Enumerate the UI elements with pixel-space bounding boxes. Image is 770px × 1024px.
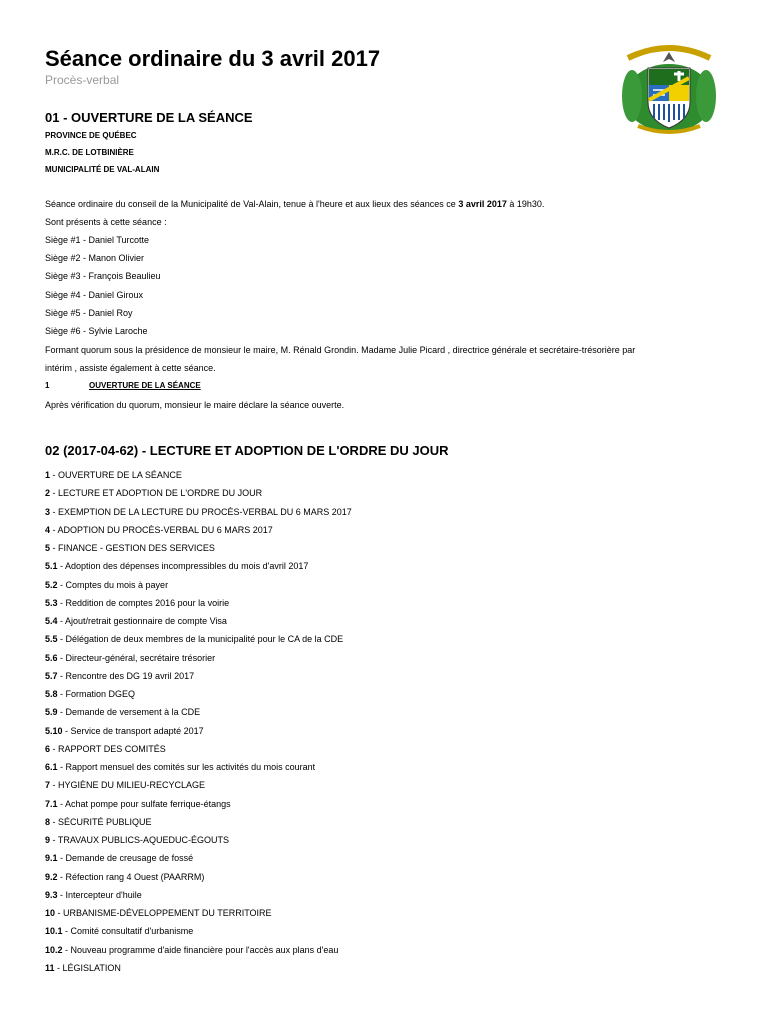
section-heading-agenda: 02 (2017-04-62) - LECTURE ET ADOPTION DE L'ORDRE DU JOUR <box>45 443 449 458</box>
agenda-item-text: - ADOPTION DU PROCÈS-VERBAL DU 6 MARS 2017 <box>50 524 273 535</box>
municipality-label: MUNICIPALITÉ DE VAL-ALAIN <box>45 165 160 174</box>
agenda-item-number: 11 <box>45 962 55 973</box>
agenda-item <box>45 598 745 616</box>
agenda-item <box>45 689 745 707</box>
agenda-item-number: 10.1 <box>45 926 63 937</box>
agenda-item-text: - Service de transport adapté 2017 <box>62 725 204 736</box>
agenda-item <box>45 872 745 890</box>
agenda-item <box>45 762 745 780</box>
agenda-item-number: 10.2 <box>45 944 63 955</box>
agenda-item-number: 1 <box>45 470 51 480</box>
agenda-item-text: - Nouveau programme d'aide financière pour l'accès aux plans d'eau <box>62 944 339 955</box>
agenda-item-number: 10 <box>45 908 56 918</box>
municipal-crest-logo <box>618 38 720 138</box>
page-title: Séance ordinaire du 3 avril 2017 <box>45 46 381 71</box>
session-intro <box>45 199 544 209</box>
agenda-item-number: 2 <box>45 488 51 499</box>
agenda-item <box>45 634 745 652</box>
agenda-item-text: - URBANISME-DÉVELOPPEMENT DU TERRITOIRE <box>55 908 272 918</box>
agenda-item-number: 5.9 <box>45 707 58 718</box>
agenda-item-number: 8 <box>45 816 51 827</box>
seat-2: Siège #2 - Manon Olivier <box>45 253 145 263</box>
agenda-item-text: - Délégation de deux membres de la municipalité pour le CA de la CDE <box>57 634 344 645</box>
agenda-item <box>45 707 745 725</box>
agenda-item-text: - Comptes du mois à payer <box>57 579 169 590</box>
agenda-item-number: 5.10 <box>45 725 63 736</box>
agenda-item-number: 9.1 <box>45 853 58 864</box>
agenda-item <box>45 543 745 561</box>
agenda-item-number: 9 <box>45 835 51 845</box>
verification-text: Après vérification du quorum, monsieur le maire déclare la séance ouverte. <box>45 400 345 410</box>
agenda-item-number: 5.1 <box>45 561 58 572</box>
agenda-item-text: - Achat pompe pour sulfate ferrique-étangs <box>57 798 231 809</box>
quorum-line-2: intérim , assiste également à cette séance. <box>45 363 216 373</box>
agenda-item-number: 9.3 <box>45 889 58 900</box>
agenda-item-number: 5.3 <box>45 597 58 608</box>
agenda-item-text: - Intercepteur d'huile <box>57 889 142 900</box>
agenda-item-number: 5.8 <box>45 689 58 699</box>
agenda-item <box>45 817 745 835</box>
agenda-item-text: - LÉGISLATION <box>54 962 121 973</box>
agenda-item-number: 7 <box>45 780 51 791</box>
agenda-item <box>45 963 745 981</box>
agenda-item-number: 7.1 <box>45 798 58 809</box>
agenda-item <box>45 908 745 926</box>
agenda-item <box>45 799 745 817</box>
present-label: Sont présents à cette séance : <box>45 217 167 227</box>
agenda-item <box>45 945 745 963</box>
agenda-item-text: - Directeur-général, secrétaire trésorier <box>57 652 216 663</box>
agenda-item <box>45 835 745 853</box>
agenda-item-text: - FINANCE - GESTION DES SERVICES <box>50 543 215 553</box>
section-heading-opening: 01 - OUVERTURE DE LA SÉANCE <box>45 110 253 125</box>
agenda-item <box>45 580 745 598</box>
agenda-item <box>45 561 745 579</box>
mrc-label: M.R.C. DE LOTBINIÈRE <box>45 148 134 157</box>
agenda-item-text: - SÉCURITÉ PUBLIQUE <box>50 816 152 827</box>
resolution-item <box>45 381 201 390</box>
agenda-item-number: 4 <box>45 524 51 535</box>
agenda-item <box>45 726 745 744</box>
agenda-item-text: - TRAVAUX PUBLICS-AQUEDUC-ÉGOUTS <box>50 835 230 845</box>
agenda-item-number: 5 <box>45 543 51 553</box>
seat-4: Siège #4 - Daniel Giroux <box>45 290 144 300</box>
session-date: 3 avril 2017 <box>458 199 507 209</box>
agenda-item-number: 5.4 <box>45 616 58 626</box>
seat-5: Siège #5 - Daniel Roy <box>45 308 133 318</box>
agenda-item <box>45 853 745 871</box>
agenda-item <box>45 525 745 543</box>
agenda-item-text: - LECTURE ET ADOPTION DE L'ORDRE DU JOUR <box>50 488 263 499</box>
agenda-item <box>45 890 745 908</box>
agenda-item-text: - Reddition de comptes 2016 pour la voirie <box>57 597 230 608</box>
resolution-title: OUVERTURE DE LA SÉANCE <box>89 381 201 390</box>
agenda-item-number: 3 <box>45 506 51 517</box>
agenda-item-number: 5.6 <box>45 652 58 663</box>
seat-6: Siège #6 - Sylvie Laroche <box>45 326 148 336</box>
agenda-item-number: 6.1 <box>45 762 58 772</box>
agenda-item-number: 5.5 <box>45 634 58 645</box>
seat-1: Siège #1 - Daniel Turcotte <box>45 235 150 245</box>
agenda-item-text: - Comité consultatif d'urbanisme <box>62 926 194 937</box>
agenda-item-number: 9.2 <box>45 871 58 882</box>
province-label: PROVINCE DE QUÉBEC <box>45 131 137 140</box>
agenda-item <box>45 653 745 671</box>
agenda-item-text: - EXEMPTION DE LA LECTURE DU PROCÈS-VERBAL DU 6 MARS 2017 <box>50 506 352 517</box>
agenda-item-number: 6 <box>45 743 51 754</box>
session-time: à 19h30. <box>506 199 545 209</box>
resolution-number: 1 <box>45 381 50 390</box>
page-subtitle: Procès-verbal <box>45 73 120 87</box>
agenda-item-number: 5.2 <box>45 579 58 590</box>
agenda-item-text: - Ajout/retrait gestionnaire de compte Visa <box>57 616 227 626</box>
agenda-item <box>45 470 745 488</box>
agenda-item <box>45 616 745 634</box>
agenda-item-text: - OUVERTURE DE LA SÉANCE <box>50 470 182 480</box>
agenda-item-text: - HYGIÈNE DU MILIEU-RECYCLAGE <box>50 780 206 791</box>
agenda-item-text: - Réfection rang 4 Ouest (PAARRM) <box>57 871 205 882</box>
agenda-item <box>45 744 745 762</box>
agenda-item <box>45 926 745 944</box>
seat-3: Siège #3 - François Beaulieu <box>45 271 161 281</box>
agenda-item-text: - Demande de versement à la CDE <box>57 707 201 718</box>
agenda-item-text: - Adoption des dépenses incompressibles du mois d'avril 2017 <box>57 561 309 572</box>
agenda-list <box>45 470 745 981</box>
session-intro-text: Séance ordinaire du conseil de la Municipalité de Val-Alain, tenue à l'heure et aux lieux des séances ce <box>45 199 459 209</box>
agenda-item <box>45 488 745 506</box>
agenda-item <box>45 671 745 689</box>
agenda-item-text: - Rapport mensuel des comités sur les activités du mois courant <box>57 762 316 772</box>
agenda-item-text: - Demande de creusage de fossé <box>57 853 194 864</box>
agenda-item <box>45 507 745 525</box>
agenda-item-text: - Rencontre des DG 19 avril 2017 <box>57 670 195 681</box>
agenda-item-text: - Formation DGEQ <box>57 689 136 699</box>
quorum-line-1: Formant quorum sous la présidence de monsieur le maire, M. Rénald Grondin. Madame Julie Picard , directrice générale et secrétaire-trésorière par <box>45 345 636 355</box>
agenda-item-number: 5.7 <box>45 670 58 681</box>
agenda-item-text: - RAPPORT DES COMITÉS <box>50 743 166 754</box>
agenda-item <box>45 780 745 798</box>
